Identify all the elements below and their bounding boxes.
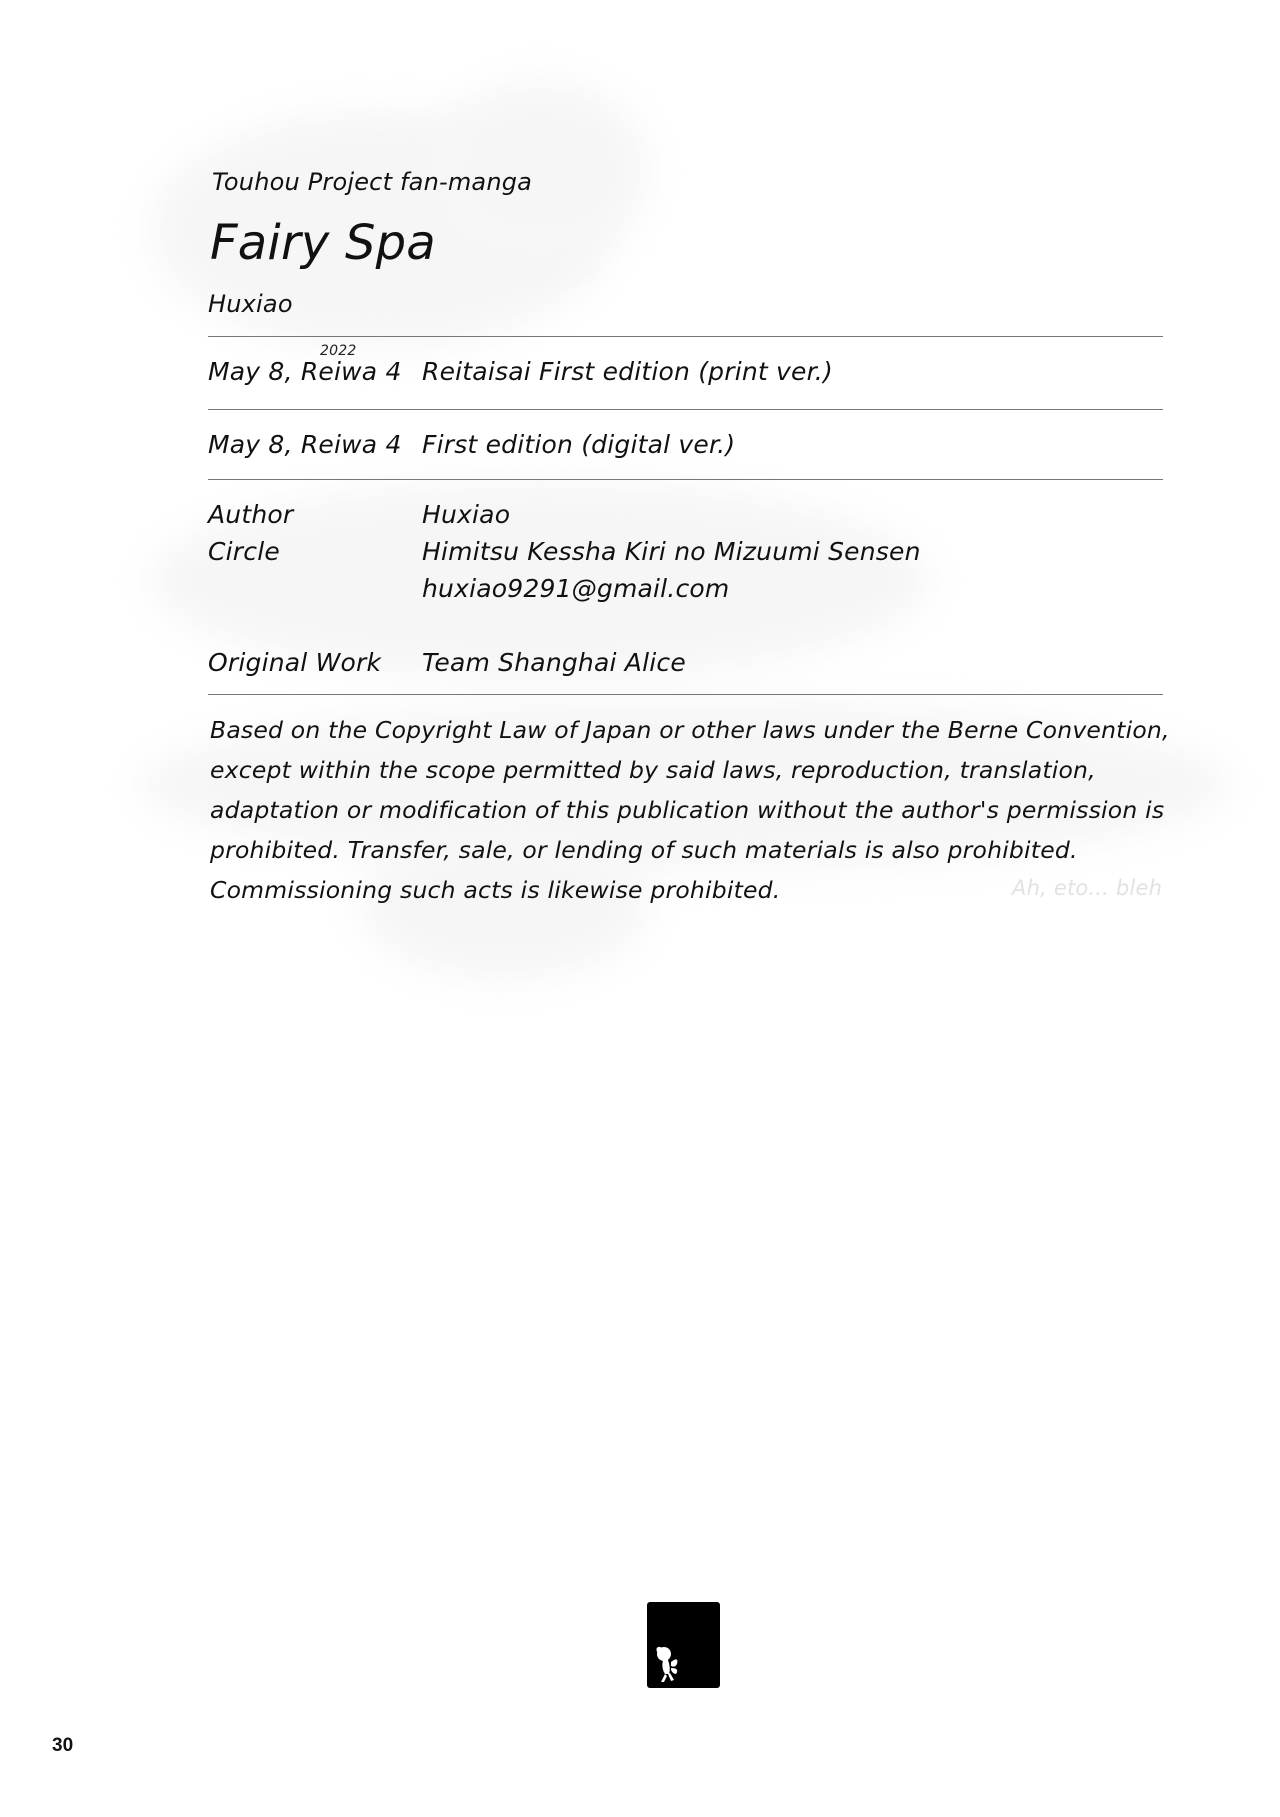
aside-note: Ah, eto... bleh bbox=[1012, 876, 1163, 900]
series-label: Touhou Project fan-manga bbox=[212, 168, 533, 196]
contact-email: huxiao9291@gmail.com bbox=[422, 574, 730, 603]
title-author: Huxiao bbox=[208, 290, 293, 318]
divider bbox=[208, 694, 1163, 695]
page-number: 30 bbox=[52, 1735, 74, 1756]
edition-date: May 8, Reiwa 4 bbox=[208, 430, 402, 459]
page-title: Fairy Spa bbox=[210, 215, 436, 271]
circle-label: Circle bbox=[208, 537, 280, 566]
copyright-notice: Based on the Copyright Law of Japan or other laws under the Berne Convention, except within the scope permitted by said laws, reproduction, translation, adaptation or modification of this publication without the author's permission is prohibited. Transfer, sale, or lending of such materials is also prohibited. Commissioning such acts is likewise prohibited. bbox=[210, 716, 1170, 904]
year-note: 2022 bbox=[320, 343, 357, 359]
original-work-value: Team Shanghai Alice bbox=[422, 648, 686, 677]
divider bbox=[208, 336, 1163, 337]
author-label: Author bbox=[208, 500, 294, 529]
circle-value: Himitsu Kessha Kiri no Mizuumi Sensen bbox=[422, 537, 921, 566]
edition-description: First edition (digital ver.) bbox=[422, 430, 736, 459]
author-value: Huxiao bbox=[422, 500, 511, 529]
original-work-label: Original Work bbox=[208, 648, 382, 677]
divider bbox=[208, 479, 1163, 480]
edition-date: May 8, Reiwa 4 bbox=[208, 357, 402, 386]
edition-description: Reitaisai First edition (print ver.) bbox=[422, 357, 833, 386]
circle-logo bbox=[647, 1602, 720, 1688]
fairy-silhouette-icon bbox=[647, 1602, 720, 1688]
divider bbox=[208, 409, 1163, 410]
